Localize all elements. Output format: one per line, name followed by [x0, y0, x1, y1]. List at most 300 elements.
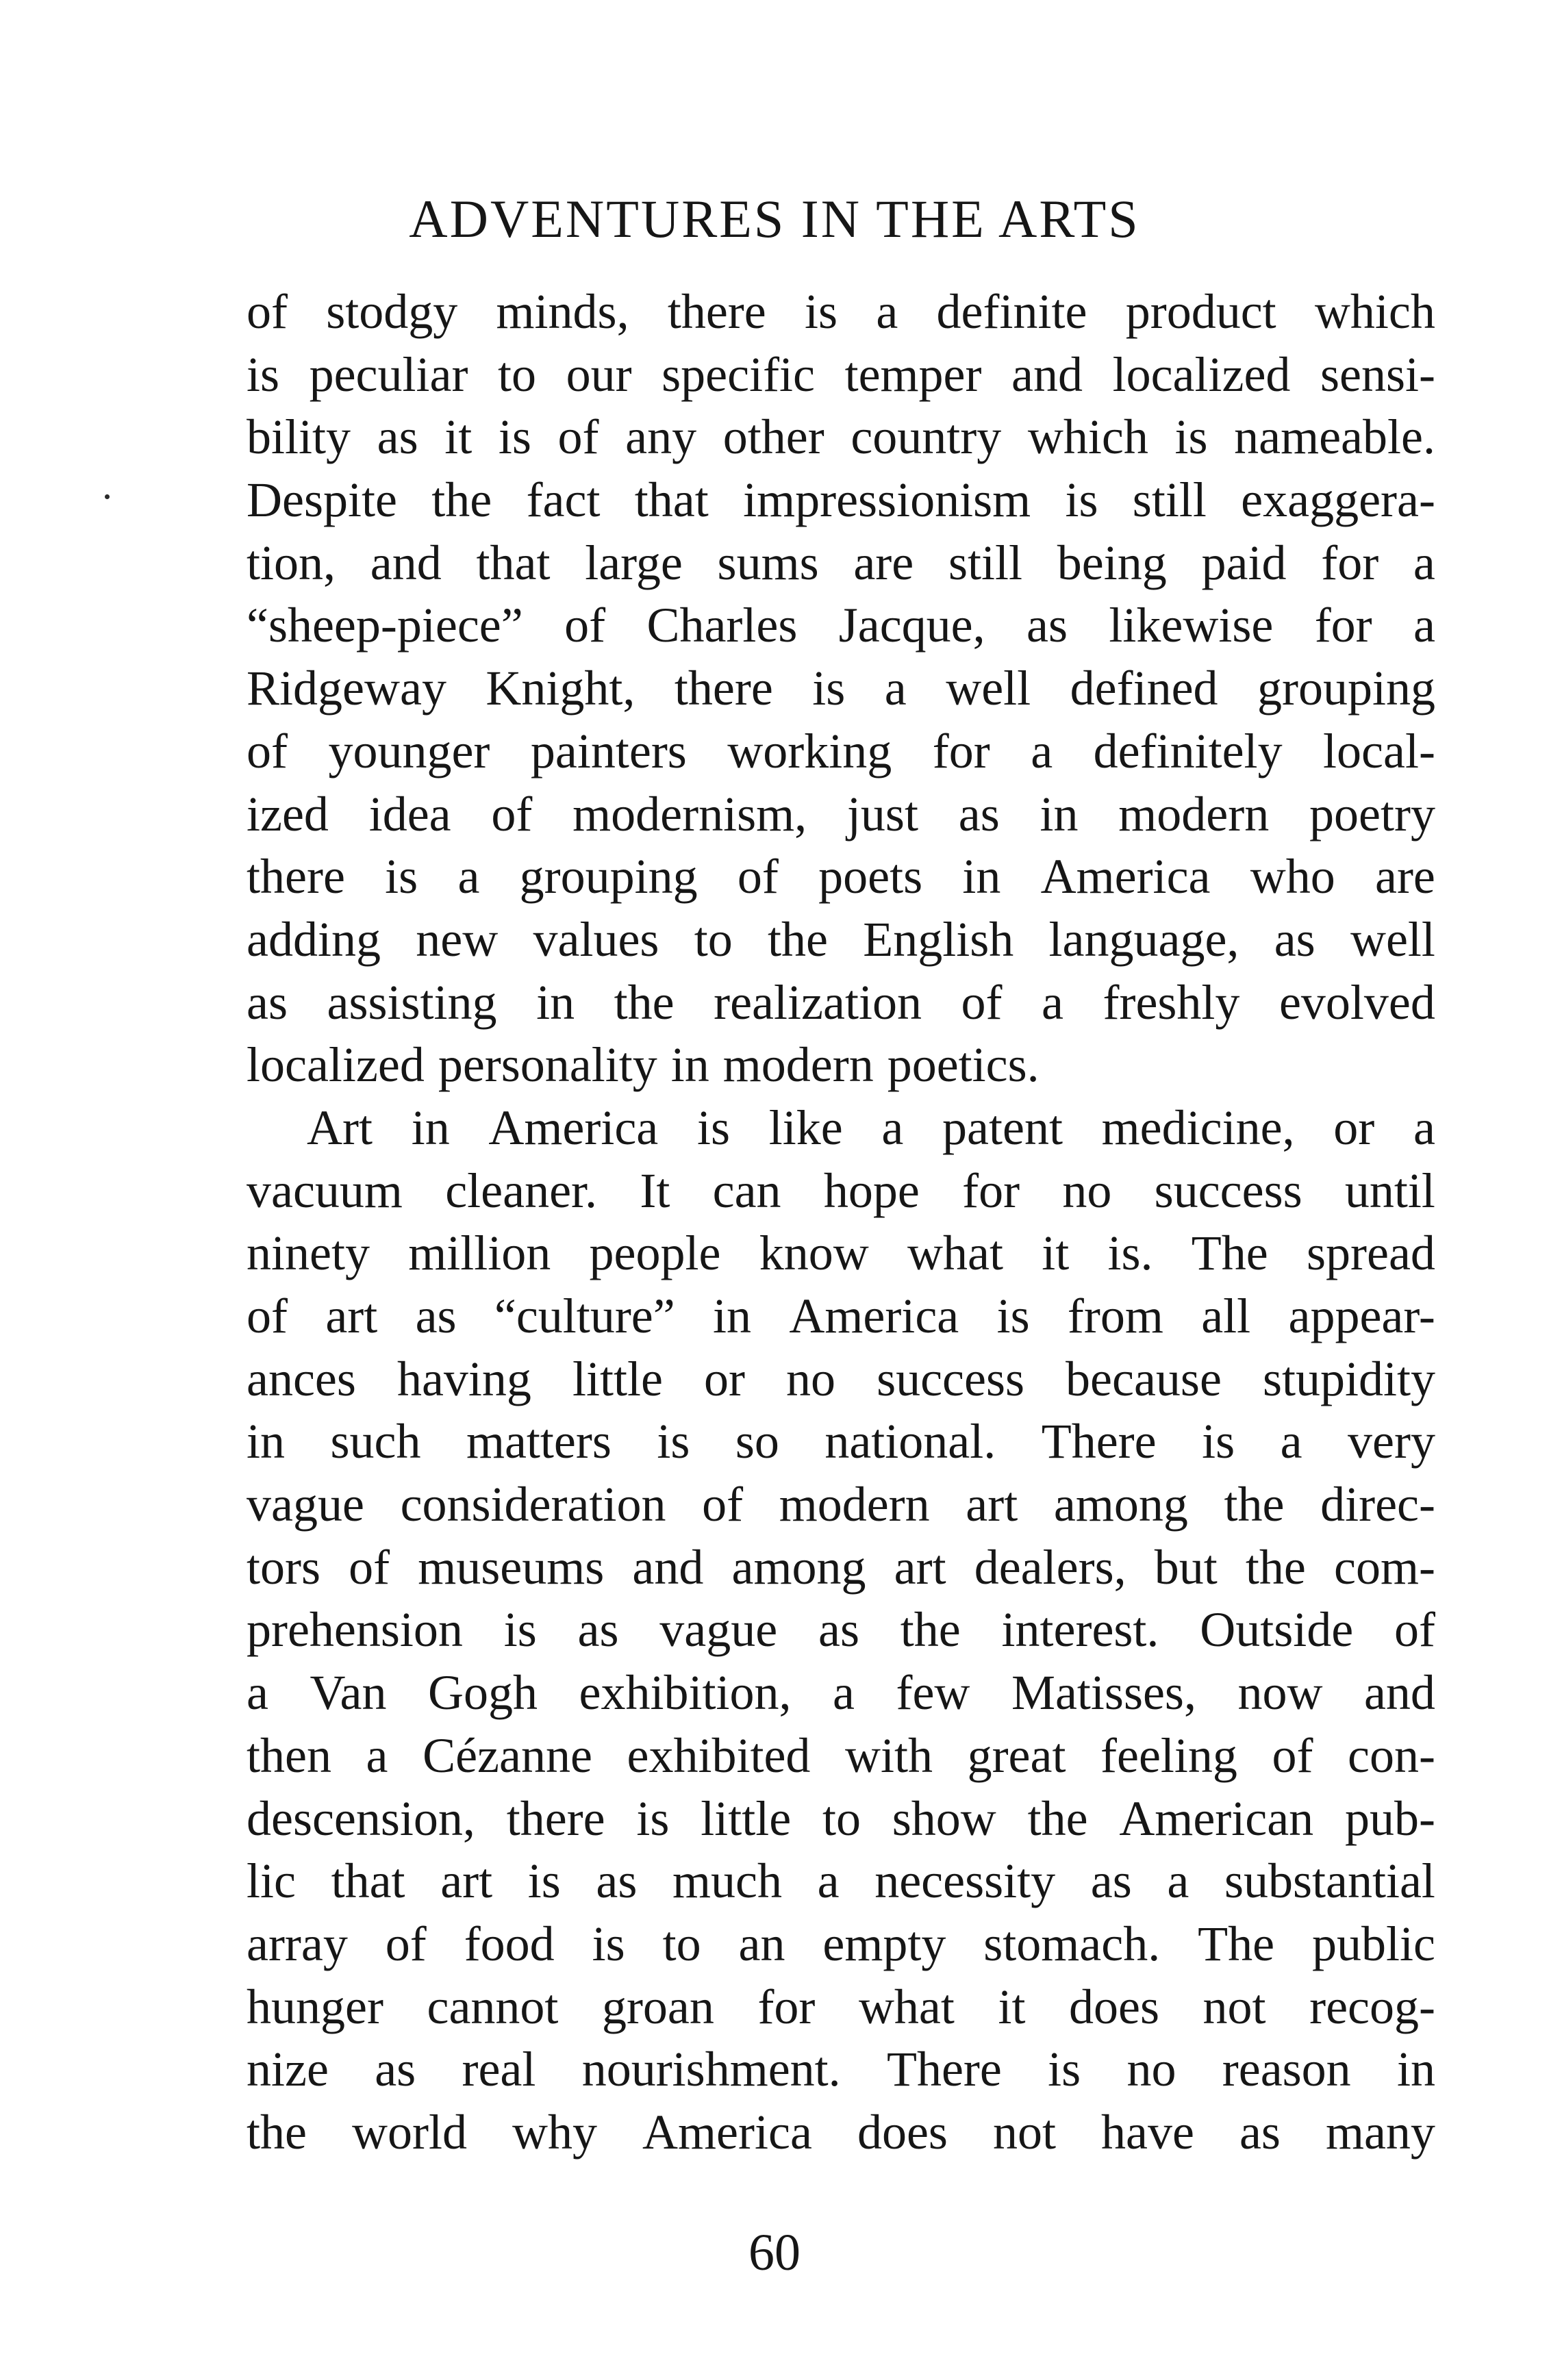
stray-ink-mark: [105, 494, 110, 499]
word: a: [884, 661, 907, 716]
word: great: [967, 1727, 1066, 1783]
word: idea: [368, 786, 451, 841]
word: spread: [1307, 1226, 1435, 1281]
word: being: [1057, 535, 1167, 590]
word: interest.: [1001, 1602, 1159, 1658]
word: is: [498, 409, 531, 465]
word: is: [247, 346, 280, 402]
running-head: ADVENTURES IN THE ARTS: [409, 189, 1140, 249]
word: grouping: [1257, 661, 1435, 716]
word: still: [1132, 472, 1207, 528]
word: nourishment.: [581, 2042, 841, 2097]
word: exaggera-: [1241, 472, 1435, 528]
word: there: [506, 1790, 605, 1846]
word: in: [1040, 786, 1079, 841]
text-line: [247, 532, 1435, 595]
word: no: [1126, 2042, 1176, 2097]
word: is: [812, 661, 846, 716]
word: “sheep-piece”: [247, 598, 523, 653]
text-line: [247, 1348, 1435, 1411]
word: who: [1250, 849, 1335, 904]
word: There: [1041, 1414, 1157, 1469]
text-line: [247, 2101, 1435, 2164]
text-line: [247, 909, 1435, 972]
text-line: [247, 1097, 1435, 1160]
text-line: [247, 1599, 1435, 1662]
word: that: [331, 1853, 405, 1909]
word: exhibited: [627, 1727, 811, 1783]
word: of: [1394, 1602, 1435, 1658]
word: a: [1042, 974, 1063, 1030]
word: as: [1090, 1853, 1132, 1909]
word: hunger: [247, 1979, 383, 2034]
text-line: [247, 594, 1435, 657]
word: a: [1413, 598, 1435, 653]
word: lic: [247, 1853, 296, 1909]
text-line: [247, 1473, 1435, 1536]
word: tors: [247, 1539, 320, 1595]
word: The: [1191, 1226, 1268, 1281]
word: national.: [824, 1414, 996, 1469]
word: of: [961, 974, 1003, 1030]
word: real: [462, 2042, 536, 2097]
word: com-: [1334, 1539, 1435, 1595]
word: groan: [601, 1979, 714, 2034]
word: Ridgeway: [247, 661, 446, 716]
text-line: [247, 1034, 1435, 1097]
word: is: [527, 1853, 561, 1909]
word: that: [634, 472, 709, 528]
word: appear-: [1288, 1289, 1435, 1343]
page-number: 60: [748, 2224, 801, 2281]
word: and: [370, 535, 442, 590]
word: now: [1237, 1665, 1323, 1721]
word: that: [476, 535, 551, 590]
word: new: [416, 911, 499, 967]
word: have: [1101, 2104, 1194, 2160]
word: which: [1314, 284, 1435, 339]
word: for: [1321, 535, 1379, 590]
word: It: [640, 1163, 670, 1218]
word: from: [1067, 1289, 1163, 1343]
word: of: [702, 1477, 744, 1532]
word: having: [396, 1351, 531, 1406]
word: with: [844, 1727, 933, 1783]
word: very: [1348, 1414, 1435, 1469]
word: Despite: [247, 472, 397, 528]
word: museums: [418, 1539, 605, 1595]
word: success: [877, 1351, 1024, 1406]
word: of: [247, 1289, 288, 1343]
word: ances: [247, 1351, 356, 1406]
word: definitely: [1093, 723, 1283, 778]
word: stupidity: [1262, 1351, 1435, 1406]
word: English: [863, 911, 1014, 967]
word: well: [1350, 911, 1435, 967]
text-line: [247, 469, 1435, 532]
word: the: [1224, 1477, 1285, 1532]
word: of: [385, 1916, 427, 1971]
text-line: [247, 1285, 1435, 1348]
word: of: [737, 849, 779, 904]
word: does: [857, 2104, 948, 2160]
word: peculiar: [309, 346, 468, 402]
word: many: [1325, 2104, 1435, 2160]
word: substantial: [1224, 1853, 1435, 1909]
word: there: [674, 661, 773, 716]
word: in: [411, 1100, 450, 1155]
word: patent: [942, 1100, 1063, 1155]
word: as: [377, 409, 418, 465]
word: art: [325, 1289, 378, 1343]
word: Jacque,: [838, 598, 985, 653]
word: art: [894, 1539, 946, 1595]
word: poetry: [1309, 786, 1435, 841]
word: of: [349, 1539, 390, 1595]
word: the: [247, 2104, 307, 2160]
word: a: [366, 1727, 388, 1783]
word: dealers,: [974, 1539, 1126, 1595]
word: as: [596, 1853, 638, 1909]
word: temper: [844, 346, 982, 402]
word: not: [992, 2104, 1056, 2160]
word: the: [614, 974, 675, 1030]
word: a: [881, 1100, 904, 1155]
word: of: [247, 723, 288, 778]
text-line: [247, 406, 1435, 469]
word: local-: [1323, 723, 1435, 778]
word: in: [670, 1037, 709, 1093]
text-line: [247, 1536, 1435, 1599]
word: definite: [936, 284, 1087, 339]
word: freshly: [1103, 974, 1240, 1030]
word: The: [1198, 1916, 1275, 1971]
word: a: [833, 1665, 855, 1721]
word: of: [564, 598, 606, 653]
word: for: [962, 1163, 1020, 1218]
word: Knight,: [486, 661, 635, 716]
word: to: [498, 346, 537, 402]
word: necessity: [874, 1853, 1056, 1909]
word: a: [457, 849, 480, 904]
word: a: [1413, 535, 1435, 590]
word: a: [817, 1853, 840, 1909]
word: modern: [1118, 786, 1270, 841]
text-line: [247, 281, 1435, 344]
word: sums: [717, 535, 819, 590]
word: what: [907, 1226, 1003, 1281]
word: it: [1042, 1226, 1070, 1281]
word: world: [352, 2104, 467, 2160]
word: food: [464, 1916, 555, 1971]
word: painters: [530, 723, 687, 778]
word: and: [632, 1539, 704, 1595]
word: among: [731, 1539, 866, 1595]
word: as: [818, 1602, 859, 1658]
word: younger: [328, 723, 490, 778]
word: in: [1396, 2042, 1435, 2097]
word: grouping: [519, 849, 698, 904]
word: cleaner.: [445, 1163, 598, 1218]
word: no: [1062, 1163, 1112, 1218]
body-text: [247, 281, 1435, 2164]
word: is.: [1107, 1226, 1153, 1281]
word: other: [722, 409, 824, 465]
word: defined: [1070, 661, 1218, 716]
text-line: [247, 1976, 1435, 2039]
text-line: [247, 1850, 1435, 1913]
word: so: [735, 1414, 779, 1469]
word: the: [768, 911, 828, 967]
word: recog-: [1309, 1979, 1435, 2034]
word: is: [503, 1602, 537, 1658]
word: bility: [247, 409, 351, 465]
text-line: [247, 972, 1435, 1035]
word: minds,: [496, 284, 629, 339]
word: Matisses,: [1011, 1665, 1196, 1721]
word: can: [712, 1163, 781, 1218]
word: it: [998, 1979, 1026, 2034]
word: art: [966, 1477, 1018, 1532]
word: personality: [438, 1037, 657, 1093]
word: does: [1069, 1979, 1159, 2034]
word: sensi-: [1320, 346, 1435, 402]
word: are: [853, 535, 914, 590]
word: empty: [822, 1916, 946, 1971]
word: is: [1174, 409, 1208, 465]
word: as: [958, 786, 1000, 841]
text-line: [247, 1160, 1435, 1223]
word: localized: [247, 1037, 425, 1093]
word: tion,: [247, 535, 336, 590]
text-line: [247, 1788, 1435, 1851]
word: as: [375, 2042, 416, 2097]
word: is: [636, 1790, 670, 1846]
word: modern: [779, 1477, 930, 1532]
word: adding: [247, 911, 381, 967]
text-line: [247, 1725, 1435, 1788]
word: evolved: [1279, 974, 1435, 1030]
word: a: [876, 284, 898, 339]
word: direc-: [1320, 1477, 1435, 1532]
word: a: [1280, 1414, 1302, 1469]
word: there: [667, 284, 766, 339]
word: product: [1125, 284, 1276, 339]
word: assisting: [327, 974, 497, 1030]
word: is: [805, 284, 838, 339]
word: America: [488, 1100, 659, 1155]
word: the: [1027, 1790, 1088, 1846]
word: what: [858, 1979, 955, 2034]
word: in: [536, 974, 575, 1030]
word: the: [900, 1602, 961, 1658]
word: is: [385, 849, 418, 904]
word: There: [886, 2042, 1002, 2097]
text-line: [247, 344, 1435, 407]
word: feeling: [1100, 1727, 1237, 1783]
word: just: [846, 786, 918, 841]
word: not: [1202, 1979, 1266, 2034]
word: cannot: [427, 1979, 559, 2034]
word: America: [642, 2104, 812, 2160]
word: Charles: [646, 598, 798, 653]
word: a: [1413, 1100, 1435, 1155]
word: exhibition,: [579, 1665, 792, 1721]
word: still: [948, 535, 1023, 590]
word: our: [566, 346, 632, 402]
word: for: [757, 1979, 816, 2034]
word: public: [1312, 1916, 1435, 1971]
word: Cézanne: [423, 1727, 592, 1783]
word: and: [1363, 1665, 1435, 1721]
word: is: [1202, 1414, 1235, 1469]
word: Art: [307, 1100, 373, 1155]
word: as: [1239, 2104, 1281, 2160]
word: America: [789, 1289, 959, 1343]
text-line: [247, 2038, 1435, 2101]
word: vague: [247, 1477, 364, 1532]
word: until: [1344, 1163, 1435, 1218]
word: “culture”: [494, 1289, 675, 1343]
word: realization: [714, 974, 922, 1030]
word: little: [701, 1790, 792, 1846]
word: poets: [818, 849, 923, 904]
word: stomach.: [983, 1916, 1161, 1971]
word: among: [1053, 1477, 1188, 1532]
word: of: [491, 786, 533, 841]
word: of: [557, 409, 599, 465]
word: success: [1154, 1163, 1302, 1218]
word: is: [1065, 472, 1098, 528]
word: America: [1040, 849, 1211, 904]
word: well: [946, 661, 1031, 716]
word: as: [577, 1602, 619, 1658]
word: array: [247, 1916, 348, 1971]
word: million: [408, 1226, 551, 1281]
word: like: [768, 1100, 843, 1155]
word: there: [247, 849, 345, 904]
word: paid: [1201, 535, 1287, 590]
word: a: [247, 1665, 268, 1721]
word: the: [1245, 1539, 1306, 1595]
word: know: [759, 1226, 869, 1281]
word: in: [713, 1289, 752, 1343]
text-line: [247, 846, 1435, 909]
word: ized: [247, 786, 329, 841]
word: much: [672, 1853, 782, 1909]
word: likewise: [1109, 598, 1274, 653]
text-line: [247, 657, 1435, 720]
word: Van: [310, 1665, 387, 1721]
text-line: [247, 1913, 1435, 1976]
text-line: [247, 720, 1435, 783]
word: vacuum: [247, 1163, 403, 1218]
word: nize: [247, 2042, 329, 2097]
word: is: [592, 1916, 625, 1971]
word: show: [892, 1790, 996, 1846]
word: values: [533, 911, 659, 967]
word: poetics.: [887, 1037, 1040, 1093]
word: which: [1027, 409, 1148, 465]
word: reason: [1222, 2042, 1351, 2097]
word: then: [247, 1727, 331, 1783]
word: or: [1333, 1100, 1375, 1155]
word: because: [1066, 1351, 1222, 1406]
word: large: [585, 535, 683, 590]
word: modern: [722, 1037, 874, 1093]
word: an: [738, 1916, 785, 1971]
word: people: [589, 1226, 721, 1281]
word: for: [932, 723, 990, 778]
word: or: [703, 1351, 745, 1406]
word: as: [415, 1289, 457, 1343]
word: prehension: [247, 1602, 463, 1658]
word: pub-: [1344, 1790, 1435, 1846]
word: is: [696, 1100, 730, 1155]
text-line: [247, 1222, 1435, 1285]
word: stodgy: [326, 284, 458, 339]
word: to: [694, 911, 733, 967]
word: American: [1119, 1790, 1314, 1846]
word: is: [996, 1289, 1030, 1343]
word: nameable.: [1234, 409, 1435, 465]
word: working: [727, 723, 892, 778]
word: in: [247, 1414, 286, 1469]
word: the: [431, 472, 492, 528]
word: it: [444, 409, 473, 465]
text-line: [247, 783, 1435, 846]
word: Outside: [1200, 1602, 1354, 1658]
word: why: [512, 2104, 598, 2160]
word: con-: [1348, 1727, 1435, 1783]
word: for: [1314, 598, 1372, 653]
word: to: [662, 1916, 701, 1971]
word: matters: [466, 1414, 612, 1469]
word: descension,: [247, 1790, 475, 1846]
word: as: [1027, 598, 1068, 653]
word: any: [625, 409, 697, 465]
word: Gogh: [427, 1665, 538, 1721]
word: is: [657, 1414, 690, 1469]
word: modernism,: [572, 786, 807, 841]
word: as: [1274, 911, 1315, 967]
text-line: [247, 1662, 1435, 1725]
word: a: [1167, 1853, 1189, 1909]
word: impressionism: [743, 472, 1031, 528]
word: specific: [662, 346, 816, 402]
word: fact: [526, 472, 601, 528]
word: no: [786, 1351, 836, 1406]
word: localized: [1112, 346, 1291, 402]
word: hope: [823, 1163, 920, 1218]
word: are: [1374, 849, 1435, 904]
word: country: [851, 409, 1002, 465]
text-line: [247, 1410, 1435, 1473]
word: few: [896, 1665, 970, 1721]
word: is: [1048, 2042, 1081, 2097]
word: vague: [659, 1602, 778, 1658]
word: in: [962, 849, 1001, 904]
word: ninety: [247, 1226, 370, 1281]
word: as: [247, 974, 288, 1030]
word: medicine,: [1101, 1100, 1295, 1155]
word: but: [1154, 1539, 1218, 1595]
word: of: [247, 284, 288, 339]
word: a: [1031, 723, 1053, 778]
word: to: [822, 1790, 861, 1846]
word: art: [440, 1853, 493, 1909]
word: consideration: [400, 1477, 666, 1532]
